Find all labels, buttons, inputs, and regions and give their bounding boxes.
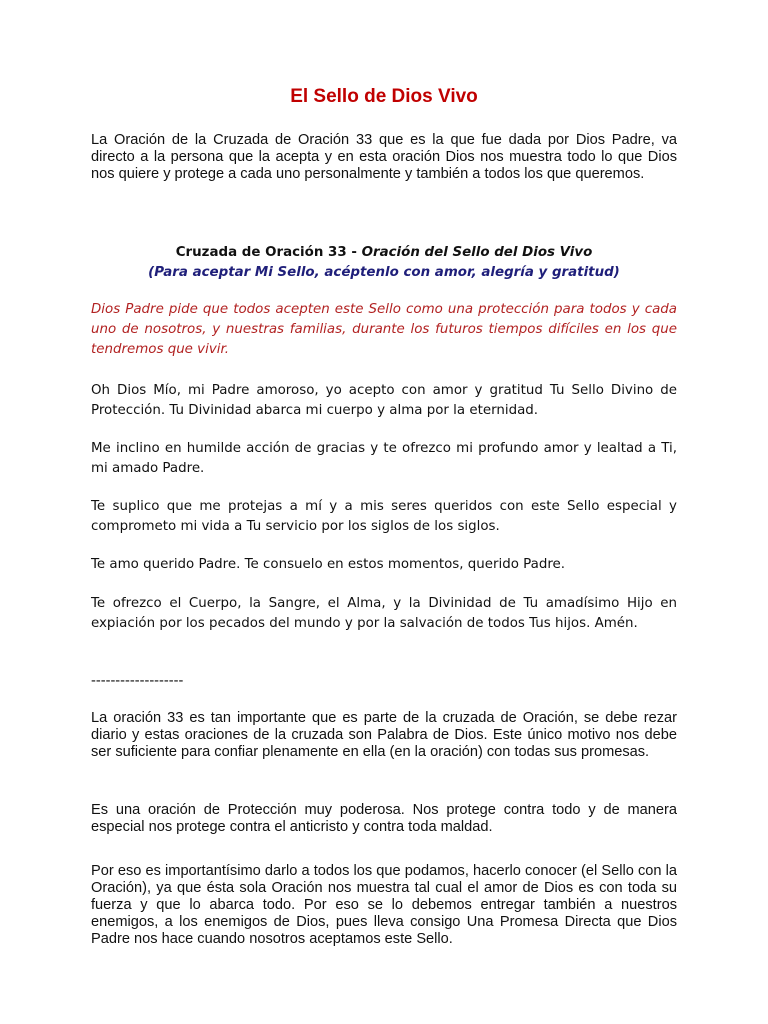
section-separator: ------------------- <box>91 673 184 689</box>
closing-paragraph-3: Por eso es importantísimo darlo a todos los que podamos, hacerlo conocer (el Sello con la Oración), ya que ésta sola Oración nos muestra tal cual el amor de Dios es con toda su fuerza y que lo abarca todo. Por eso se lo debemos entregar también a nuestros enemigos, a los enemigos de Dios, pues lleva consigo Una Promesa Directa que Dios Padre nos hace cuando nosotros aceptamos este Sello. <box>91 863 677 947</box>
prayer-paragraph-2: Me inclino en humilde acción de gracias y te ofrezco mi profundo amor y lealtad a Ti, mi amado Padre. <box>91 441 677 476</box>
prayer-heading-subtitle: Oración del Sello del Dios Vivo <box>361 245 593 260</box>
prayer-heading <box>91 243 677 283</box>
intro-paragraph: La Oración de la Cruzada de Oración 33 que es la que fue dada por Dios Padre, va directo a la persona que la acepta y en esta oración Dios nos muestra todo lo que Dios nos quiere y protege a cada uno personalmente y también a todos los que queremos. <box>91 132 677 182</box>
prayer-paragraph-4: Te amo querido Padre. Te consuelo en estos momentos, querido Padre. <box>91 557 566 572</box>
prayer-heading-instruction: (Para aceptar Mi Sello, acéptenlo con amor, alegría y gratitud) <box>148 265 620 280</box>
prayer-heading-title: Cruzada de Oración 33 <box>175 245 347 260</box>
closing-paragraph-1: La oración 33 es tan importante que es parte de la cruzada de Oración, se debe rezar diario y estas oraciones de la cruzada son Palabra de Dios. Este único motivo nos debe ser suficiente para confiar plenamente en ella (en la oración) con todas sus promesas. <box>91 710 677 760</box>
closing-paragraph-2: Es una oración de Protección muy poderosa. Nos protege contra todo y de manera especial nos protege contra el anticristo y contra toda maldad. <box>91 802 677 835</box>
prayer-heading-separator: - <box>346 245 362 260</box>
prayer-paragraph-1: Oh Dios Mío, mi Padre amoroso, yo acepto con amor y gratitud Tu Sello Divino de Protección. Tu Divinidad abarca mi cuerpo y alma por la eternidad. <box>91 383 677 418</box>
prayer-paragraph-5: Te ofrezco el Cuerpo, la Sangre, el Alma, y la Divinidad de Tu amadísimo Hijo en expiación por los pecados del mundo y por la salvación de todos Tus hijos. Amén. <box>91 596 677 631</box>
page-title: El Sello de Dios Vivo <box>290 86 478 107</box>
prayer-paragraph-3: Te suplico que me protejas a mí y a mis seres queridos con este Sello especial y comprometo mi vida a Tu servicio por los siglos de los siglos. <box>91 499 677 534</box>
red-note-paragraph: Dios Padre pide que todos acepten este Sello como una protección para todos y cada uno de nosotros, y nuestras familias, durante los futuros tiempos difíciles en los que tendremos que vivir. <box>91 302 677 357</box>
